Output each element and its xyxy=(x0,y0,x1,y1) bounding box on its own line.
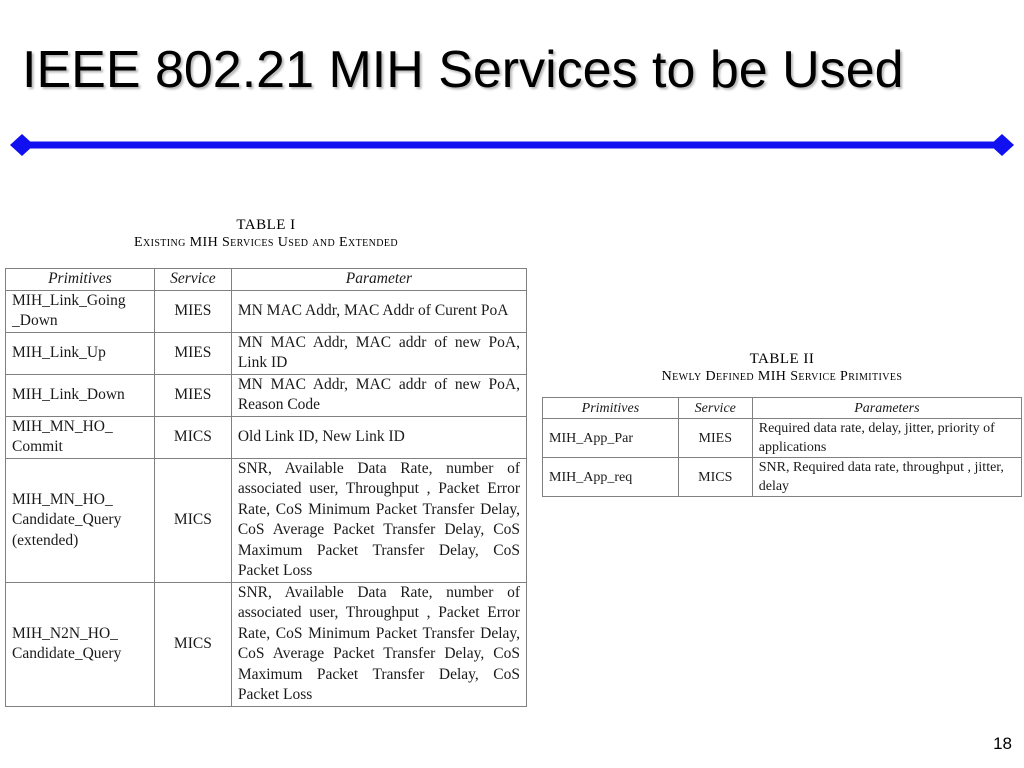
table2-caption xyxy=(542,350,1022,386)
primitive-cell: MIH_App_Par xyxy=(543,419,679,458)
primitive-cell: MIH_Link_Down xyxy=(6,374,155,416)
table2-header-row xyxy=(543,398,1022,419)
parameter-cell: SNR, Required data rate, throughput , jitter, delay xyxy=(752,458,1021,497)
primitive-cell: MIH_MN_HO_ Candidate_Query (extended) xyxy=(6,458,155,582)
parameter-cell: MN MAC Addr, MAC addr of new PoA, Link ID xyxy=(231,332,526,374)
table-row xyxy=(6,332,527,374)
table-row xyxy=(543,419,1022,458)
service-cell: MICS xyxy=(678,458,752,497)
table1-header-parameter: Parameter xyxy=(231,269,526,291)
divider-diamond-right xyxy=(990,134,1014,156)
service-cell: MIES xyxy=(154,374,231,416)
parameter-cell: SNR, Available Data Rate, number of associated user, Throughput , Packet Error Rate, CoS Minimum Packet Transfer Delay, CoS Average Packet Transfer Delay, CoS Maximum Packet Transfer Delay, CoS Packet Loss xyxy=(231,458,526,582)
table2-header-primitives: Primitives xyxy=(543,398,679,419)
divider-diamond-left xyxy=(10,134,34,156)
table-row xyxy=(6,290,527,332)
table1-header-row xyxy=(6,269,527,291)
existing-services-table xyxy=(5,268,527,707)
table2-title: Newly Defined MIH Service Primitives xyxy=(661,369,903,384)
table-row xyxy=(543,458,1022,497)
service-cell: MICS xyxy=(154,416,231,458)
primitive-cell: MIH_Link_Up xyxy=(6,332,155,374)
table1-title: Existing MIH Services Used and Extended xyxy=(134,235,398,250)
service-cell: MIES xyxy=(678,419,752,458)
primitive-cell: MIH_N2N_HO_ Candidate_Query xyxy=(6,582,155,706)
primitive-cell: MIH_Link_Going _Down xyxy=(6,290,155,332)
parameter-cell: MN MAC Addr, MAC addr of new PoA, Reason Code xyxy=(231,374,526,416)
table1-header-service: Service xyxy=(154,269,231,291)
service-cell: MICS xyxy=(154,582,231,706)
new-primitives-table xyxy=(542,397,1022,497)
table1-number: TABLE I xyxy=(236,217,296,233)
service-cell: MICS xyxy=(154,458,231,582)
primitive-cell: MIH_MN_HO_ Commit xyxy=(6,416,155,458)
table1-header-primitives: Primitives xyxy=(6,269,155,291)
title-divider xyxy=(10,130,1014,160)
table2-number: TABLE II xyxy=(749,351,815,367)
table2-header-service: Service xyxy=(678,398,752,419)
table-row xyxy=(6,582,527,706)
table-row xyxy=(6,374,527,416)
table1-caption xyxy=(5,216,527,252)
parameter-cell: Old Link ID, New Link ID xyxy=(231,416,526,458)
page-number: 18 xyxy=(993,734,1012,753)
parameter-cell: MN MAC Addr, MAC Addr of Curent PoA xyxy=(231,290,526,332)
table2-header-parameters: Parameters xyxy=(752,398,1021,419)
primitive-cell: MIH_App_req xyxy=(543,458,679,497)
service-cell: MIES xyxy=(154,332,231,374)
parameter-cell: SNR, Available Data Rate, number of associated user, Throughput , Packet Error Rate, CoS Minimum Packet Transfer Delay, CoS Average Packet Transfer Delay, CoS Maximum Packet Transfer Delay, CoS Packet Loss xyxy=(231,582,526,706)
table-row xyxy=(6,458,527,582)
service-cell: MIES xyxy=(154,290,231,332)
table-row xyxy=(6,416,527,458)
slide-title: IEEE 802.21 MIH Services to be Used xyxy=(22,41,904,99)
parameter-cell: Required data rate, delay, jitter, priority of applications xyxy=(752,419,1021,458)
